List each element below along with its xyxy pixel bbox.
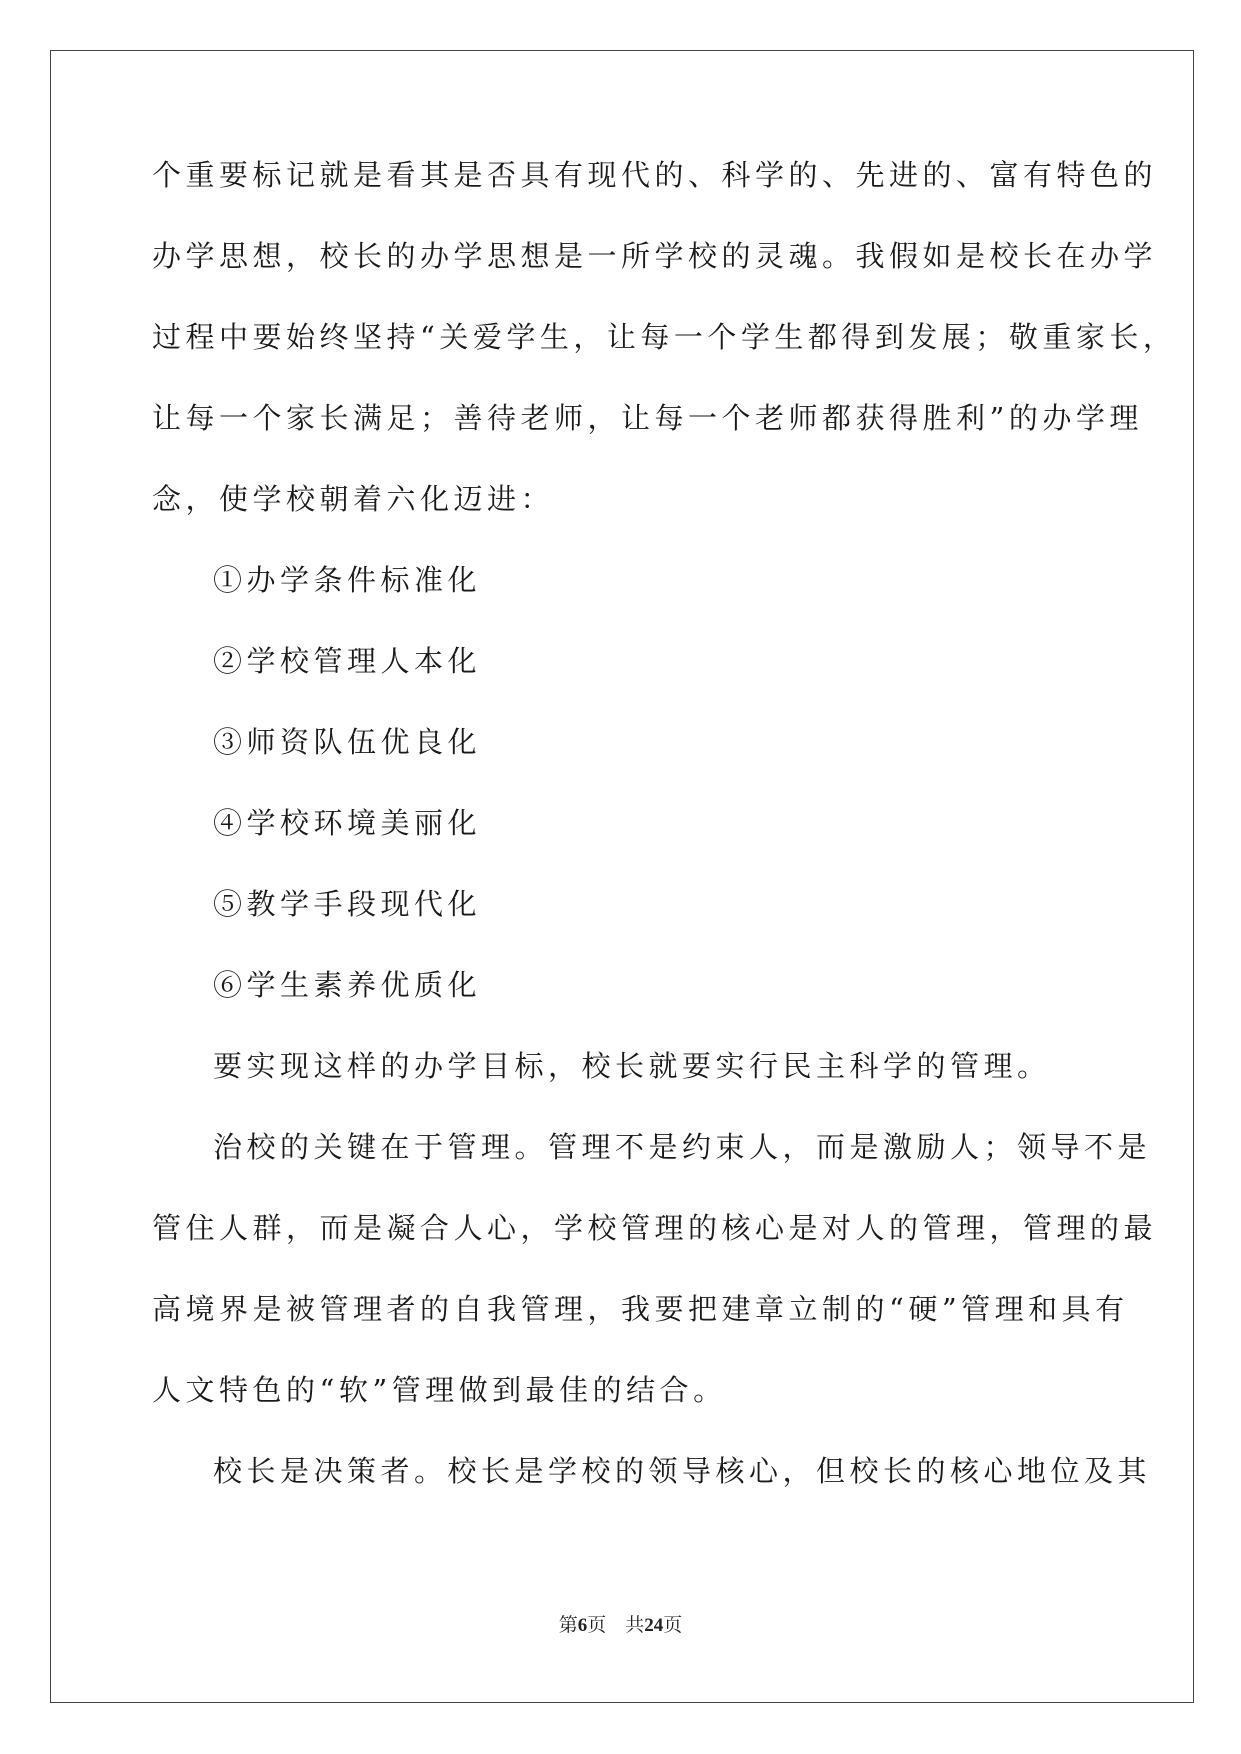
total-pages: 24: [644, 1615, 664, 1636]
page-footer: [0, 1610, 1241, 1637]
text-line: 校长是决策者。校长是学校的领导核心，但校长的核心地位及其: [213, 1454, 1152, 1488]
text-line: 人文特色的“软”管理做到最佳的结合。: [152, 1373, 727, 1407]
footer-prefix: 第: [558, 1615, 578, 1636]
text-line: 治校的关键在于管理。管理不是约束人，而是激励人；领导不是: [213, 1130, 1152, 1164]
text-line: 念，使学校朝着六化迈进：: [152, 482, 555, 516]
text-line: 管住人群，而是凝合人心，学校管理的核心是对人的管理，管理的最: [152, 1211, 1158, 1245]
document-body: [152, 155, 1177, 1532]
paragraph: [152, 155, 1177, 519]
list-item: ⑤教学手段现代化: [213, 887, 482, 921]
footer-page-suffix: 页: [587, 1615, 607, 1636]
text-line: 高境界是被管理者的自我管理，我要把建章立制的“硬”管理和具有: [152, 1292, 1129, 1326]
list-item: ⑥学生素养优质化: [213, 968, 482, 1002]
text-line: 办学思想，校长的办学思想是一所学校的灵魂。我假如是校长在办学: [152, 239, 1158, 273]
footer-total-suffix: 页: [663, 1615, 683, 1636]
paragraph: [152, 1451, 1152, 1491]
list-item: ④学校环境美丽化: [213, 806, 482, 840]
list-item: ①办学条件标准化: [213, 563, 482, 597]
text-line: 让每一个家长满足；善待老师，让每一个老师都获得胜利”的办学理: [152, 401, 1143, 435]
paragraph: [152, 1046, 1102, 1086]
page-number: 6: [577, 1615, 588, 1636]
footer-total-prefix: 共: [625, 1615, 645, 1636]
paragraph: [152, 1127, 1158, 1410]
text-line: 过程中要始终坚持“关爱学生，让每一个学生都得到发展；敬重家长，: [152, 320, 1177, 354]
text-line: 要实现这样的办学目标，校长就要实行民主科学的管理。: [213, 1049, 1051, 1083]
numbered-list: [152, 560, 1102, 1005]
text-line: 个重要标记就是看其是否具有现代的、科学的、先进的、富有特色的: [152, 158, 1158, 192]
list-item: ②学校管理人本化: [213, 644, 482, 678]
list-item: ③师资队伍优良化: [213, 725, 482, 759]
